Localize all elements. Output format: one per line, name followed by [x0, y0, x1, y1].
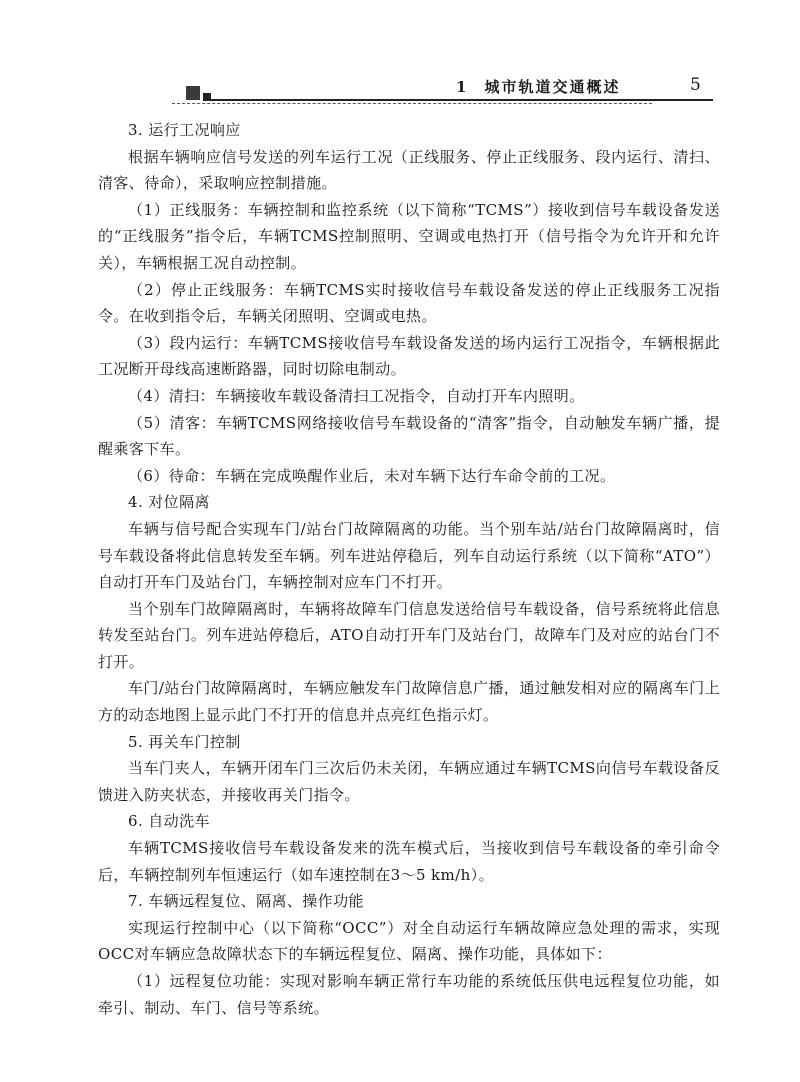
header-rule: [208, 99, 713, 101]
paragraph: 实现运行控制中心（以下简称“OCC”）对全自动运行车辆故障应急处理的需求，实现OCC对车辆应急故障状态下的车辆远程复位、隔离、操作功能，具体如下：: [98, 918, 720, 964]
paragraph: （5）清客：车辆TCMS网络接收信号车载设备的“清客”指令，自动触发车辆广播，提醒乘客下车。: [98, 413, 720, 459]
section-heading: 6. 自动洗车: [128, 812, 210, 831]
paragraph: （6）待命：车辆在完成唤醒作业后，未对车辆下达行车命令前的工况。: [128, 466, 616, 485]
paragraph: （1）远程复位功能：实现对影响车辆正常行车功能的系统低压供电远程复位功能，如牵引、制动、车门、信号等系统。: [98, 972, 720, 1017]
paragraph: 车辆与信号配合实现车门/站台门故障隔离的功能。当个别车站/站台门故障隔离时，信号车载设备将此信息转发至车辆。列车进站停稳后，列车自动运行系统（以下简称“ATO”）自动打开车门及站台门，车辆控制对应车门不打开。: [98, 519, 720, 592]
body-text: [98, 117, 720, 1021]
paragraph: （1）正线服务：车辆控制和监控系统（以下简称“TCMS”）接收到信号车载设备发送的“正线服务”指令后，车辆TCMS控制照明、空调或电热打开（信号指令为允许开和允许关），车辆根据工况自动控制。: [98, 200, 720, 272]
chapter-title: 城市轨道交通概述: [484, 78, 621, 96]
paragraph: （4）清扫：车辆接收车载设备清扫工况指令，自动打开车内照明。: [128, 386, 585, 405]
chapter-heading: [456, 76, 620, 97]
paragraph: 当车门夹人，车辆开闭车门三次后仍未关闭，车辆应通过车辆TCMS向信号车载设备反馈进入防夹状态，并接收再关门指令。: [98, 759, 720, 804]
paragraph: （2）停止正线服务：车辆TCMS实时接收信号车载设备发送的停止正线服务工况指令。在收到指令后，车辆关闭照明、空调或电热。: [98, 280, 720, 326]
section-heading: 7. 车辆远程复位、隔离、操作功能: [128, 892, 364, 911]
section-heading: 3. 运行工况响应: [128, 121, 241, 139]
header-dashed-rule: [172, 103, 652, 104]
section-heading: 5. 再关车门控制: [128, 732, 241, 751]
running-header: [0, 0, 800, 110]
paragraph: 车辆TCMS接收信号车载设备发来的洗车模式后，当接收到信号车载设备的牵引命令后，车辆控制列车恒速运行（如车速控制在3～5 km/h）。: [98, 839, 720, 884]
paragraph: 车门/站台门故障隔离时，车辆应触发车门故障信息广播，通过触发相对应的隔离车门上方的动态地图上显示此门不打开的信息并点亮红色指示灯。: [98, 679, 720, 725]
paragraph: 当个别车门故障隔离时，车辆将故障车门信息发送给信号车载设备，信号系统将此信息转发至站台门。列车进站停稳后，ATO自动打开车门及站台门，故障车门及对应的站台门不打开。: [98, 599, 720, 671]
header-square-ornament: [186, 86, 200, 100]
page-number: 5: [690, 75, 701, 95]
section-heading: 4. 对位隔离: [128, 493, 210, 512]
paragraph: 根据车辆响应信号发送的列车运行工况（正线服务、停止正线服务、段内运行、清扫、清客、待命），采取响应控制措施。: [98, 147, 720, 193]
paragraph: （3）段内运行：车辆TCMS接收信号车载设备发送的场内运行工况指令，车辆根据此工况断开母线高速断路器，同时切除电制动。: [98, 333, 720, 379]
chapter-number: 1: [456, 78, 469, 96]
